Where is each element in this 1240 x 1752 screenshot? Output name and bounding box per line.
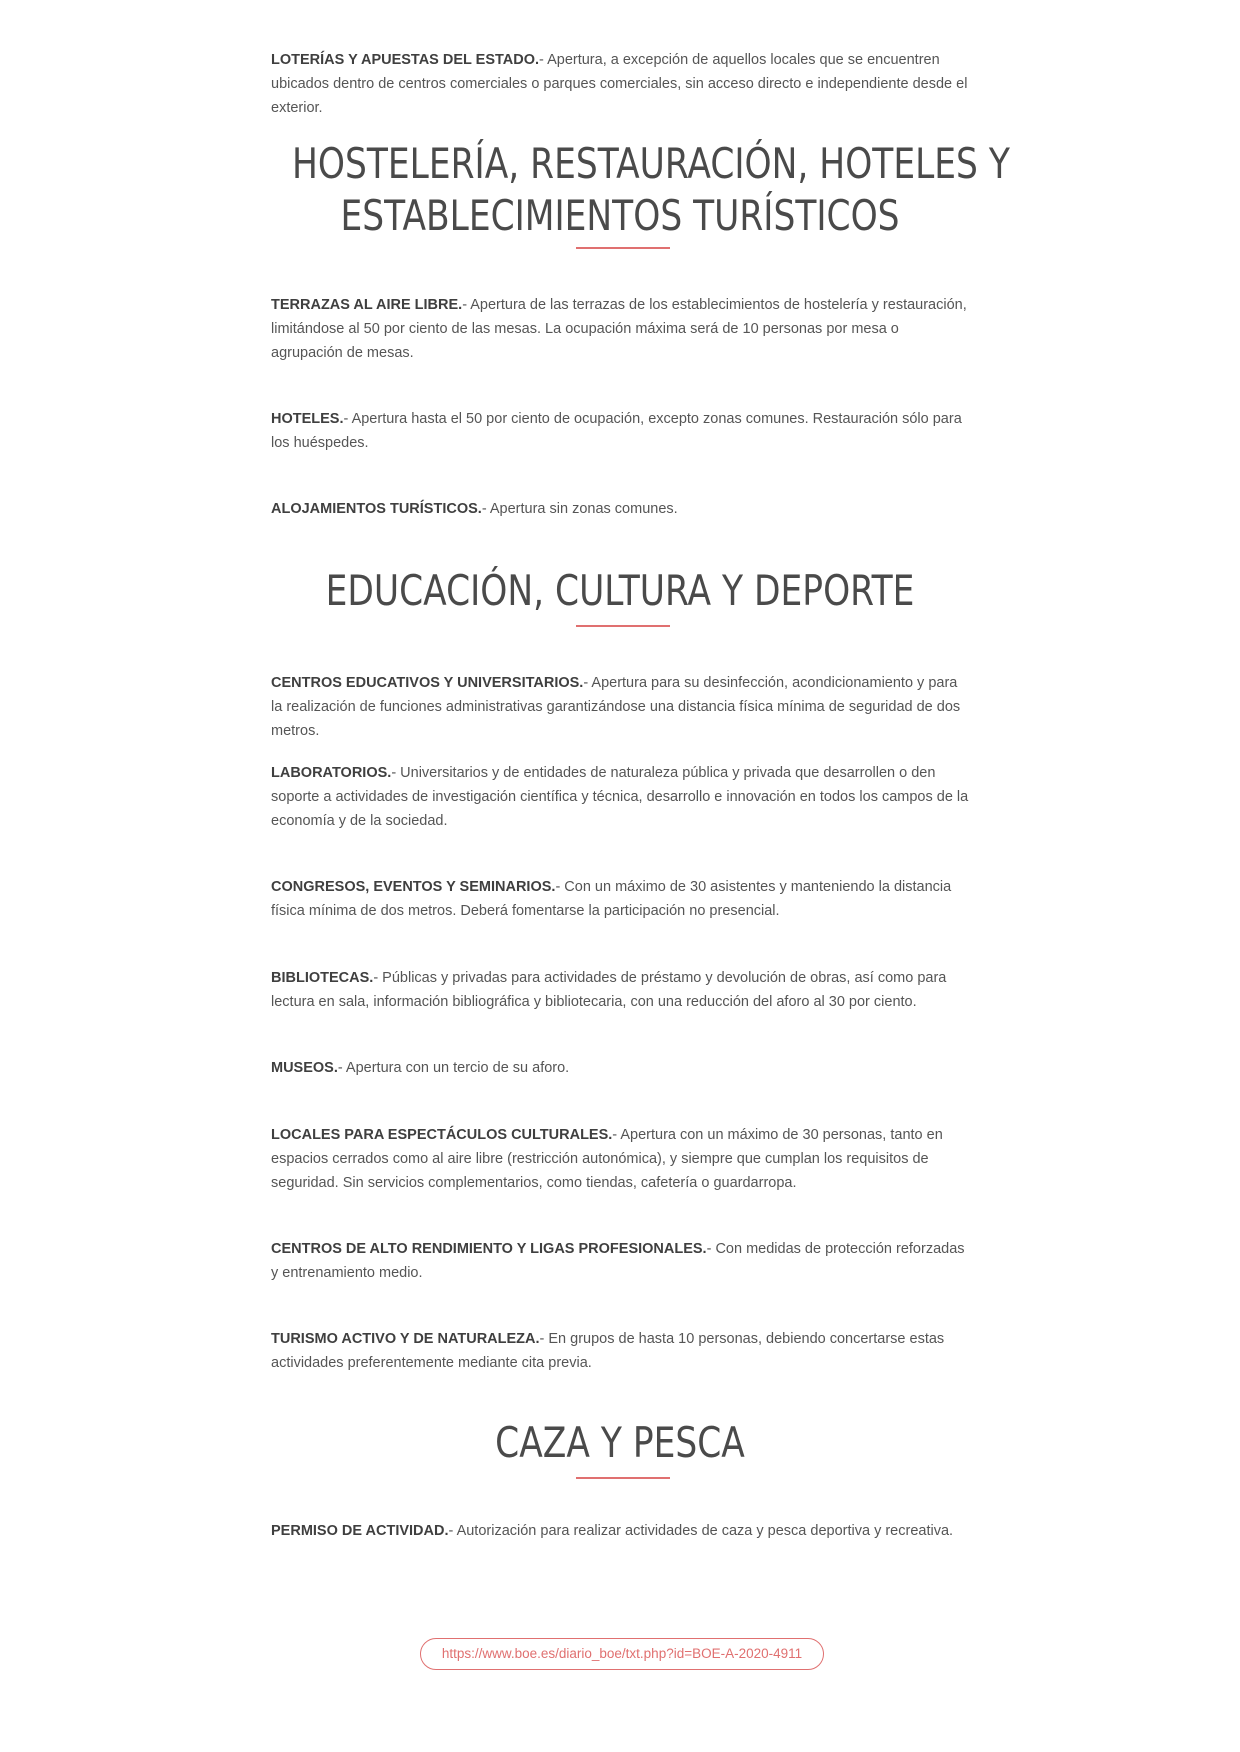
item-label: TERRAZAS AL AIRE LIBRE. (271, 297, 463, 313)
item-text: - Autorización para realizar actividades de caza y pesca deportiva y recreativa. (448, 1523, 954, 1539)
item-label: BIBLIOTECAS. (271, 970, 374, 986)
section-divider (576, 1477, 670, 1479)
item-label: TURISMO ACTIVO Y DE NATURALEZA. (271, 1331, 540, 1347)
section-title-educacion (292, 565, 948, 617)
section-title-line-1: CAZA Y PESCA (495, 1418, 745, 1467)
item-alojamientos (271, 497, 971, 521)
item-permiso-actividad (271, 1519, 971, 1543)
item-text: - Apertura para su desinfección, acondicionamiento y para la realización de funciones administrativas garantizándose una distancia física mínima de seguridad de dos metros. (271, 675, 961, 739)
item-label: CONGRESOS, EVENTOS Y SEMINARIOS. (271, 879, 556, 895)
section-title-line-1: EDUCACIÓN, CULTURA Y DEPORTE (325, 566, 915, 615)
item-museos (271, 1056, 971, 1080)
section-title-line-2: ESTABLECIMIENTOS TURÍSTICOS (340, 191, 900, 240)
item-label: MUSEOS. (271, 1060, 338, 1076)
item-text: - Apertura con un tercio de su aforo. (337, 1060, 570, 1076)
item-hoteles (271, 407, 971, 455)
section-divider (576, 625, 670, 627)
item-text: - Apertura, a excepción de aquellos locales que se encuentren ubicados dentro de centros comerciales o parques comerciales, sin acceso directo e independiente desde el exterior. (271, 52, 968, 116)
item-text: - Apertura con un máximo de 30 personas, tanto en espacios cerrados como al aire libre (restricción autonómica), y siempre que cumplan los requisitos de seguridad. Sin servicios complementarios, como tiendas, cafetería o guardarropa. (271, 1127, 943, 1191)
source-link[interactable]: https://www.boe.es/diario_boe/txt.php?id=BOE-A-2020-4911 (420, 1638, 824, 1670)
item-text: - Públicas y privadas para actividades de préstamo y devolución de obras, así como para lectura en sala, información bibliográfica y bibliotecaria, con una reducción del aforo al 30 por ciento. (271, 970, 947, 1010)
section-title-hosteleria (292, 138, 1010, 242)
item-text: - Con medidas de protección reforzadas y entrenamiento medio. (271, 1241, 965, 1281)
item-laboratorios (271, 761, 971, 833)
item-label: LOTERÍAS Y APUESTAS DEL ESTADO. (271, 52, 540, 68)
item-text: - Apertura sin zonas comunes. (481, 501, 678, 517)
item-label: ALOJAMIENTOS TURÍSTICOS. (271, 501, 482, 517)
item-text: - Con un máximo de 30 asistentes y manteniendo la distancia física mínima de dos metros. Deberá fomentarse la participación no presencial. (271, 879, 952, 919)
item-congresos (271, 875, 971, 923)
item-label: PERMISO DE ACTIVIDAD. (271, 1523, 449, 1539)
item-label: LABORATORIOS. (271, 765, 392, 781)
item-espectaculos (271, 1123, 971, 1195)
item-text: - Apertura hasta el 50 por ciento de ocupación, excepto zonas comunes. Restauración sólo para los huéspedes. (271, 411, 962, 451)
item-label: CENTROS EDUCATIVOS Y UNIVERSITARIOS. (271, 675, 584, 691)
item-alto-rendimiento (271, 1237, 971, 1285)
item-label: LOCALES PARA ESPECTÁCULOS CULTURALES. (271, 1127, 613, 1143)
item-label: HOTELES. (271, 411, 344, 427)
item-centros-educativos (271, 671, 971, 743)
section-title-line-1: HOSTELERÍA, RESTAURACIÓN, HOTELES Y (292, 139, 1010, 188)
item-turismo-activo (271, 1327, 971, 1375)
item-loterias (271, 48, 971, 120)
item-text: - Universitarios y de entidades de naturaleza pública y privada que desarrollen o den soporte a actividades de investigación científica y técnica, desarrollo e innovación en todos los campos de la economía y de la sociedad. (271, 765, 969, 829)
item-terrazas (271, 293, 971, 365)
item-label: CENTROS DE ALTO RENDIMIENTO Y LIGAS PROFESIONALES. (271, 1241, 707, 1257)
item-bibliotecas (271, 966, 971, 1014)
item-text: - En grupos de hasta 10 personas, debiendo concertarse estas actividades preferentemente mediante cita previa. (271, 1331, 945, 1371)
section-divider (576, 247, 670, 249)
section-title-caza-pesca (292, 1417, 948, 1469)
item-text: - Apertura de las terrazas de los establecimientos de hostelería y restauración, limitándose al 50 por ciento de las mesas. La ocupación máxima será de 10 personas por mesa o agrupación de mesas. (271, 297, 967, 361)
